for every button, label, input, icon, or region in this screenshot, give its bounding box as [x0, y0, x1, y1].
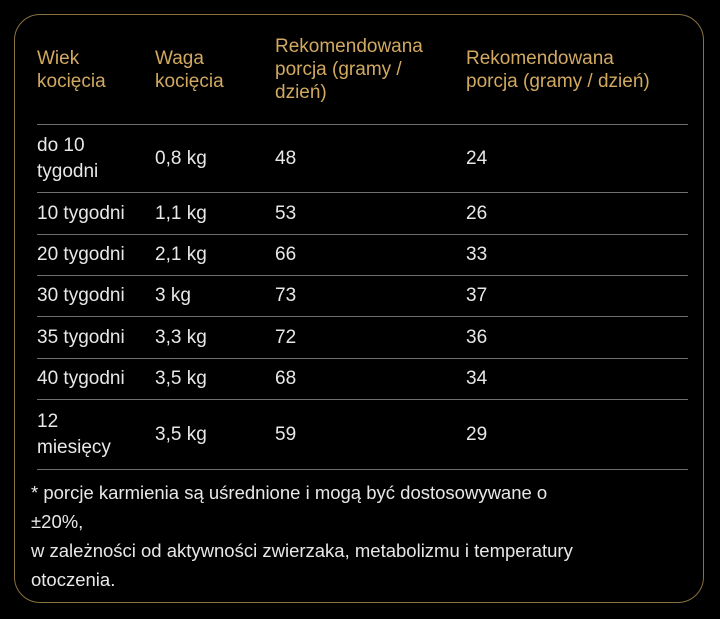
- table-row: [37, 235, 688, 276]
- cell-weight: 3 kg: [155, 285, 191, 306]
- header-weight-line: Waga: [155, 47, 204, 69]
- footnote-line: otoczenia.: [31, 569, 116, 590]
- header-portion-2-line: porcja (gramy / dzień): [466, 70, 650, 92]
- cell-age: [37, 133, 155, 185]
- cell-weight: 0,8 kg: [155, 147, 207, 169]
- cell-age: 40 tygodni: [37, 368, 125, 389]
- table-row: [37, 276, 688, 317]
- cell-age: 10 tygodni: [37, 202, 125, 224]
- cell-portion-2: 37: [466, 285, 488, 306]
- cell-age: [37, 409, 155, 461]
- cell-portion-2: 26: [466, 202, 488, 224]
- table-row: [37, 193, 688, 235]
- cell-portion-1: 68: [275, 368, 297, 389]
- cell-portion-2: 36: [466, 326, 488, 348]
- table-header-row: [37, 15, 688, 125]
- header-portion-2: [466, 47, 688, 93]
- cell-portion-2: 34: [466, 368, 488, 389]
- footnote-line: * porcje karmienia są uśrednione i mogą być dostosowywane o: [31, 482, 548, 503]
- header-portion-1-line: dzień): [275, 82, 327, 103]
- cell-portion-1: 66: [275, 244, 297, 265]
- table-row: [37, 317, 688, 359]
- feeding-table: [37, 15, 688, 470]
- cell-weight: 3,3 kg: [155, 326, 207, 348]
- cell-portion-1: 73: [275, 285, 297, 306]
- cell-age: 20 tygodni: [37, 244, 125, 265]
- table-row: [37, 359, 688, 400]
- footnote-line: w zależności od aktywności zwierzaka, metabolizmu i temperatury: [31, 540, 573, 561]
- feeding-table-card: [14, 14, 704, 603]
- header-weight: [155, 47, 275, 93]
- table-row: [37, 125, 688, 193]
- cell-weight: 3,5 kg: [155, 423, 207, 445]
- cell-age: 30 tygodni: [37, 285, 125, 306]
- cell-portion-2: 29: [466, 423, 488, 445]
- footnote-line: ±20%,: [31, 511, 84, 532]
- cell-portion-2: 33: [466, 244, 488, 265]
- header-portion-1-line: Rekomendowana: [275, 36, 423, 57]
- header-weight-line: kocięcia: [155, 70, 224, 92]
- header-age-line: Wiek: [37, 47, 80, 69]
- table-row: [37, 400, 688, 470]
- header-portion-1-line: porcja (gramy /: [275, 59, 402, 80]
- header-age-line: kocięcia: [37, 70, 106, 92]
- header-portion-2-line: Rekomendowana: [466, 47, 614, 69]
- cell-portion-1: 53: [275, 202, 297, 224]
- cell-weight: 2,1 kg: [155, 244, 207, 265]
- cell-portion-1: 59: [275, 423, 297, 445]
- cell-weight: 1,1 kg: [155, 202, 207, 224]
- footnote: [31, 478, 691, 594]
- cell-age-line: 12: [37, 410, 59, 432]
- cell-age-line: tygodni: [37, 160, 99, 182]
- cell-portion-1: 48: [275, 147, 297, 169]
- cell-portion-2: 24: [466, 147, 488, 169]
- header-portion-1: [275, 35, 466, 104]
- cell-age-line: do 10: [37, 134, 85, 156]
- header-age: [37, 47, 155, 93]
- cell-portion-1: 72: [275, 326, 297, 348]
- cell-age-line: miesięcy: [37, 436, 111, 458]
- cell-weight: 3,5 kg: [155, 368, 207, 389]
- cell-age: 35 tygodni: [37, 326, 125, 348]
